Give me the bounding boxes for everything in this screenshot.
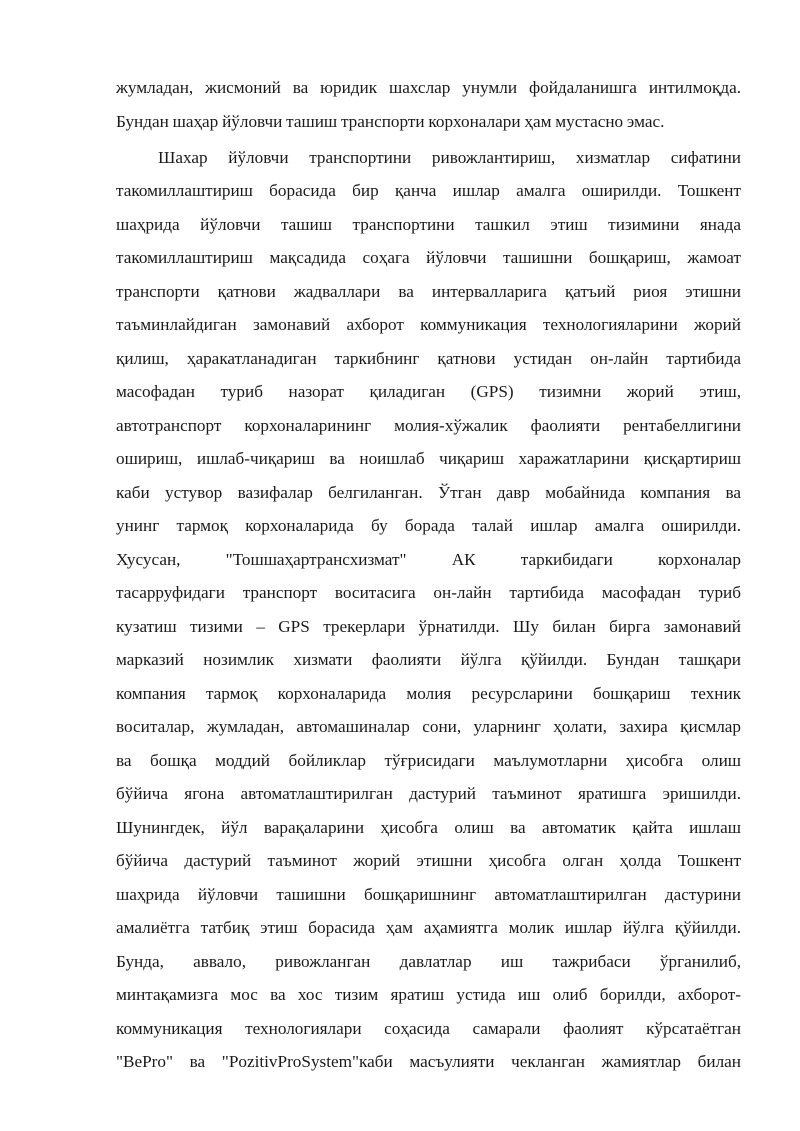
paragraph-2-line-28: "BePro" ва "PozitivProSystem"каби масъулияти чекланган жамиятлар билан — [116, 1052, 741, 1071]
paragraph-2-line-20: бўйича ягона автоматлаштирилган дастурий таъминот яратишга эришилди. — [116, 784, 741, 803]
paragraph-2-line-12: унинг тармоқ корхоналарида бу борада талай ишлар амалга оширилди. — [116, 516, 741, 535]
paragraph-2-line-22: бўйича дастурий таъминот жорий этишни ҳисобга олган ҳолда Тошкент — [116, 851, 741, 870]
paragraph-2-line-25: Бунда, аввало, ривожланган давлатлар иш тажрибаси ўрганилиб, — [116, 952, 741, 971]
paragraph-1-line-1: жумладан, жисмоний ва юридик шахслар унумли фойдаланишга интилмоқда. — [116, 78, 741, 97]
paragraph-2-line-15: кузатиш тизими – GPS трекерлари ўрнатилди. Шу билан бирга замонавий — [116, 617, 741, 636]
paragraph-2-line-2: такомиллаштириш борасида бир қанча ишлар амалга оширилди. Тошкент — [116, 181, 741, 200]
paragraph-2-line-13: Хусусан, "Тошшаҳартрансхизмат" АК таркибидаги корхоналар — [116, 550, 741, 569]
paragraph-2-line-26: минтақамизга мос ва хос тизим яратиш устида иш олиб борилди, ахборот- — [116, 985, 741, 1004]
paragraph-2-line-14: тасарруфидаги транспорт воситасига он-лайн тартибида масофадан туриб — [116, 583, 741, 602]
paragraph-2-line-11: каби устувор вазифалар белгиланган. Ўтган давр мобайнида компания ва — [116, 483, 741, 502]
paragraph-2-line-4: такомиллаштириш мақсадида соҳага йўловчи ташишни бошқариш, жамоат — [116, 248, 741, 267]
paragraph-2-line-8: масофадан туриб назорат қиладиган (GPS) тизимни жорий этиш, — [116, 382, 741, 401]
paragraph-2-line-24: амалиётга татбиқ этиш борасида ҳам аҳамиятга молик ишлар йўлга қўйилди. — [116, 918, 741, 937]
paragraph-2-line-21: Шунингдек, йўл варақаларини ҳисобга олиш ва автоматик қайта ишлаш — [116, 818, 741, 837]
paragraph-2-line-16: марказий нозимлик хизмати фаолияти йўлга қўйилди. Бундан ташқари — [116, 650, 741, 669]
paragraph-2-line-1: Шахар йўловчи транспортини ривожлантириш, хизматлар сифатини — [158, 148, 741, 167]
paragraph-2-line-18: воситалар, жумладан, автомашиналар сони, уларнинг ҳолати, захира қисмлар — [116, 717, 741, 736]
paragraph-2-line-17: компания тармоқ корхоналарида молия ресурсларини бошқариш техник — [116, 684, 741, 703]
paragraph-2-line-7: қилиш, ҳаракатланадиган таркибнинг қатнови устидан он-лайн тартибида — [116, 349, 741, 368]
paragraph-2-line-3: шаҳрида йўловчи ташиш транспортини ташкил этиш тизимини янада — [116, 215, 741, 234]
paragraph-2-line-5: транспорти қатнови жадваллари ва интервалларига қатъий риоя этишни — [116, 282, 741, 301]
paragraph-2-line-19: ва бошқа моддий бойликлар тўғрисидаги маълумотларни ҳисобга олиш — [116, 751, 741, 770]
paragraph-2-line-6: таъминлайдиган замонавий ахборот коммуникация технологияларини жорий — [116, 315, 741, 334]
paragraph-1-line-2: Бундан шаҳар йўловчи ташиш транспорти корхоналари ҳам мустасно эмас. — [116, 112, 665, 131]
paragraph-2-line-23: шаҳрида йўловчи ташишни бошқаришнинг автоматлаштирилган дастурини — [116, 885, 741, 904]
paragraph-2-line-9: автотранспорт корхоналарининг молия-хўжалик фаолияти рентабеллигини — [116, 416, 741, 435]
paragraph-2-line-27: коммуникация технологиялари соҳасида самарали фаолият кўрсатаётган — [116, 1019, 741, 1038]
paragraph-2-line-10: ошириш, ишлаб-чиқариш ва ноишлаб чиқариш харажатларини қисқартириш — [116, 449, 741, 468]
